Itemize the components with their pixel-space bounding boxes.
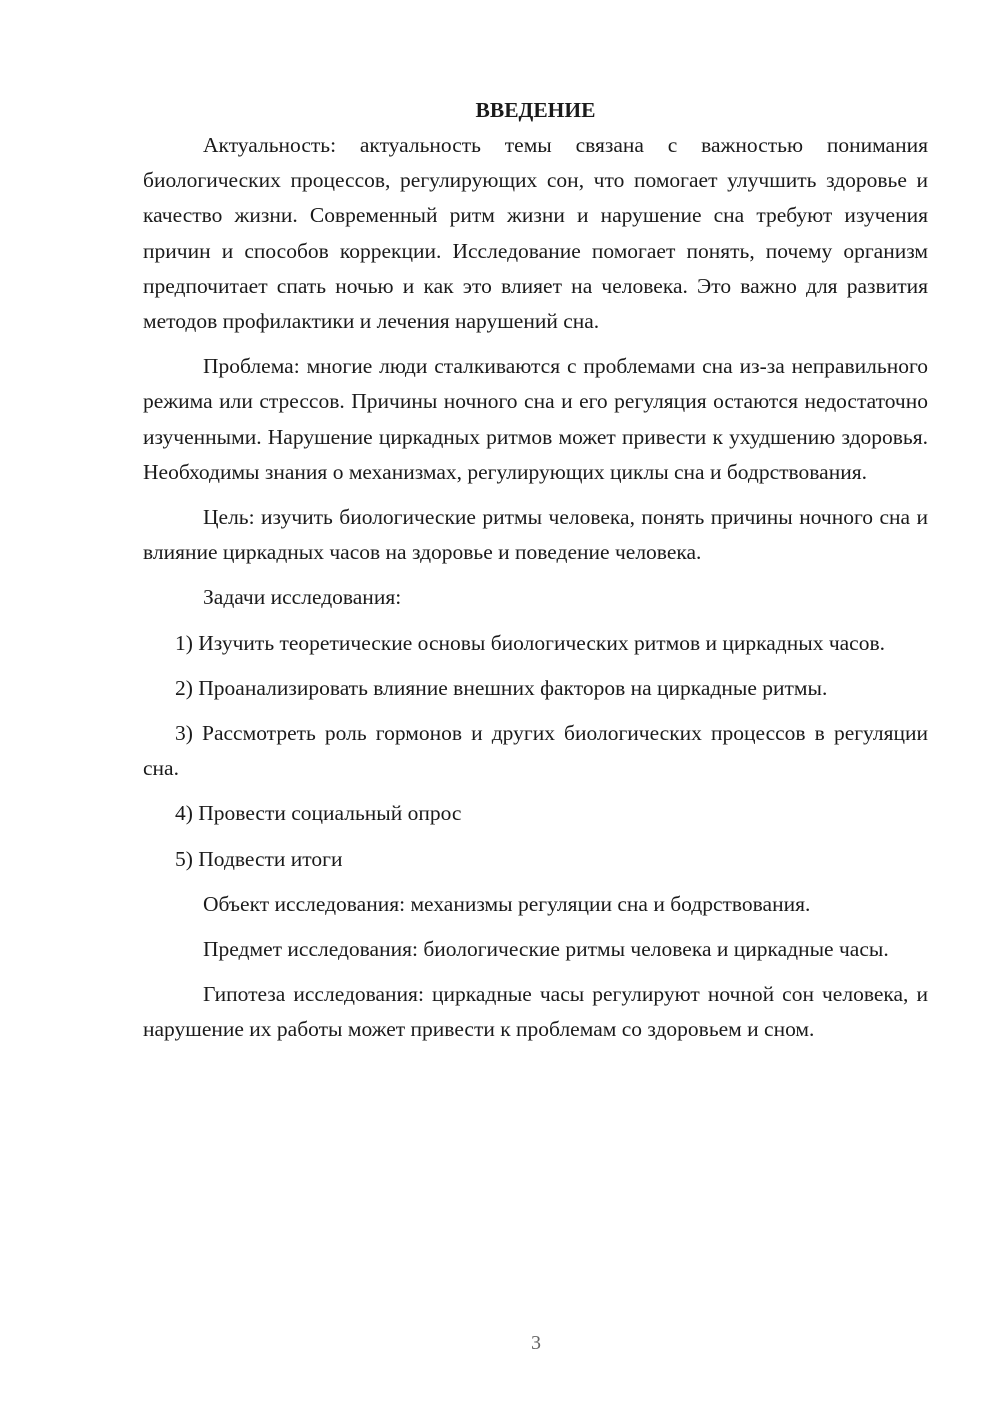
problem-paragraph: Проблема: многие люди сталкиваются с проблемами сна из-за неправильного режима или стрессов. Причины ночного сна и его регуляция остаются недостаточно изученными. Нарушение циркадных ритмов может привести к ухудшению здоровья. Необходимы знания о механизмах, регулирующих циклы сна и бодрствования.	[143, 354, 928, 484]
goal-paragraph: Цель: изучить биологические ритмы человека, понять причины ночного сна и влияние циркадных часов на здоровье и поведение человека.	[143, 505, 928, 565]
object-paragraph: Объект исследования: механизмы регуляции сна и бодрствования.	[203, 891, 811, 916]
section-title: ВВЕДЕНИЕ	[475, 98, 596, 122]
task-item: 4) Провести социальный опрос	[175, 801, 462, 826]
task-item: 1) Изучить теоретические основы биологических ритмов и циркадных часов.	[175, 630, 885, 655]
page-number: 3	[531, 1332, 541, 1354]
document-page	[143, 92, 928, 1048]
subject-paragraph: Предмет исследования: биологические ритмы человека и циркадные часы.	[203, 937, 889, 962]
task-item: 2) Проанализировать влияние внешних факторов на циркадные ритмы.	[175, 675, 828, 700]
hypothesis-paragraph: Гипотеза исследования: циркадные часы регулируют ночной сон человека, и нарушение их работы может привести к проблемам со здоровьем и сном.	[143, 982, 928, 1042]
task-item: 3) Рассмотреть роль гормонов и других биологических процессов в регуляции сна.	[143, 721, 928, 781]
tasks-heading: Задачи исследования:	[203, 585, 402, 610]
relevance-paragraph: Актуальность: актуальность темы связана с важностью понимания биологических процессов, регулирующих сон, что помогает улучшить здоровье и качество жизни. Современный ритм жизни и нарушение сна требуют изучения причин и способов коррекции. Исследование помогает понять, почему организм предпочитает спать ночью и как это влияет на человека. Это важно для развития методов профилактики и лечения нарушений сна.	[143, 133, 928, 334]
task-item: 5) Подвести итоги	[175, 846, 343, 871]
